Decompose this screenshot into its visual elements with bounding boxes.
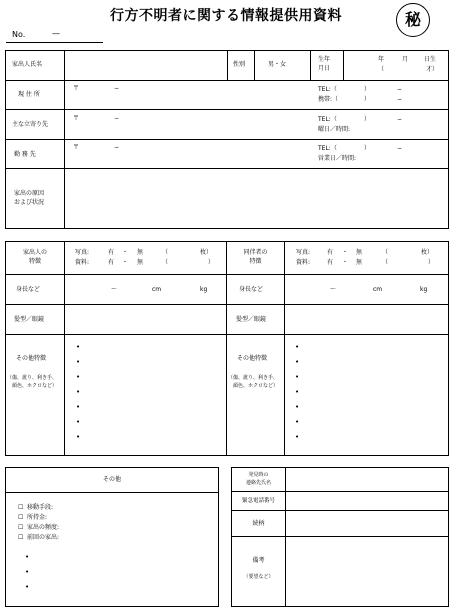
day-birth-unit: 日生	[424, 56, 437, 63]
other-features-hint-line2: 顔色、ホクロなど）	[12, 383, 58, 389]
bullet: •	[295, 388, 300, 396]
height-tilde: 〜	[111, 286, 118, 293]
bullet: •	[295, 373, 300, 381]
companion-features-label-line2: 特徴	[249, 258, 262, 265]
bullet: •	[76, 403, 81, 411]
remarks-hint: （要望など）	[243, 574, 274, 580]
col-divider	[343, 50, 344, 80]
bullet: •	[295, 418, 300, 426]
checkbox-icon[interactable]: ☐	[18, 514, 24, 521]
runaway-features-label-line2: 特徴	[28, 258, 41, 265]
bullet: •	[25, 568, 30, 576]
material-paren-close: ）	[208, 259, 215, 266]
body-label: 身長など	[239, 286, 264, 293]
postal-mark: 〒	[73, 85, 80, 92]
no-underline	[6, 42, 103, 43]
cause-label-line2: および状況	[14, 199, 45, 206]
hangout-hours-label: 曜日／時間:	[318, 126, 351, 133]
no-label: No.	[12, 30, 26, 39]
tel-label: TEL:（	[318, 145, 337, 152]
frequency-label: 家出の頻度:	[27, 524, 60, 531]
work-hours-label: 営業日／時間:	[318, 155, 357, 162]
emergency-phone-field[interactable]	[286, 492, 448, 509]
photo-yes[interactable]: 有	[327, 249, 334, 256]
weight-kg-unit: kg	[420, 286, 428, 293]
checkbox-icon[interactable]: ☐	[18, 504, 24, 511]
postal-dash: −	[114, 85, 120, 92]
material-paren-open: （	[382, 259, 389, 266]
no-value: —	[52, 29, 60, 38]
photo-label: 写真:	[75, 249, 90, 256]
tel-dash: −	[397, 145, 403, 152]
companion-features-label: 同伴者の	[243, 249, 268, 256]
bullet: •	[76, 433, 81, 441]
tel-label: TEL:（	[318, 86, 337, 93]
photo-no[interactable]: 無	[137, 249, 144, 256]
col-divider	[284, 241, 285, 456]
col-divider	[227, 50, 228, 80]
col-divider	[254, 50, 255, 80]
emergency-phone-label: 緊急電話番号	[241, 498, 275, 504]
tel-paren-close: ）	[364, 86, 371, 93]
cause-label: 家出の原因	[14, 190, 45, 197]
col-divider	[226, 241, 227, 456]
bullet: •	[295, 358, 300, 366]
tel-dash: −	[397, 116, 403, 123]
bullet: •	[76, 418, 81, 426]
confidential-seal-icon: 秘	[396, 3, 430, 37]
row-divider	[5, 139, 449, 140]
checkbox-icon[interactable]: ☐	[18, 534, 24, 541]
hair-glasses-field[interactable]	[285, 305, 448, 333]
contact-name-field[interactable]	[286, 468, 448, 490]
address-label: 現 住 所	[18, 91, 40, 98]
cause-field[interactable]	[65, 169, 448, 228]
col-divider	[310, 50, 311, 80]
relation-field[interactable]	[286, 511, 448, 535]
postal-dash: −	[114, 144, 120, 151]
other-title: その他	[102, 476, 121, 483]
year-unit: 年	[378, 56, 385, 63]
age-unit: 才）	[426, 66, 439, 73]
gender-options[interactable]: 男・女	[268, 61, 287, 68]
gender-label: 性別	[233, 61, 246, 68]
postal-mark: 〒	[73, 144, 80, 151]
material-yes[interactable]: 有	[327, 259, 334, 266]
hair-glasses-field[interactable]	[65, 305, 225, 333]
bullet: •	[76, 388, 81, 396]
mobile-paren-close: ）	[364, 96, 371, 103]
contact-name-label-line2: 連絡先氏名	[245, 480, 271, 486]
weight-kg-unit: kg	[200, 286, 208, 293]
material-yes[interactable]: 有	[108, 259, 115, 266]
material-paren-open: （	[162, 259, 169, 266]
bullet: •	[295, 433, 300, 441]
header-divider	[5, 492, 219, 493]
photo-yes[interactable]: 有	[108, 249, 115, 256]
row-divider	[5, 274, 449, 275]
postal-mark: 〒	[73, 115, 80, 122]
photo-paren-open: （	[382, 249, 389, 256]
workplace-label: 勤 務 先	[14, 151, 36, 158]
photo-sheets-unit: 枚）	[421, 249, 434, 256]
relation-label: 続柄	[252, 520, 265, 527]
hangout-label: 主な立寄り先	[12, 121, 49, 128]
material-label: 資料:	[75, 259, 90, 266]
photo-label: 写真:	[296, 249, 311, 256]
material-label: 資料:	[296, 259, 311, 266]
bullet: •	[76, 343, 81, 351]
postal-dash: −	[114, 115, 120, 122]
photo-paren-open: （	[162, 249, 169, 256]
dob-label-line2: 月日	[318, 65, 331, 72]
photo-sheets-unit: 枚）	[200, 249, 213, 256]
other-features-hint-line2: 顔色、ホクロなど）	[233, 383, 279, 389]
other-features-hint: （傷、訛り、利き手、	[228, 375, 279, 381]
photo-sep: ・	[342, 249, 349, 256]
tel-paren-close: ）	[364, 145, 371, 152]
mobile-label: 携帯:（	[318, 96, 339, 103]
checkbox-icon[interactable]: ☐	[18, 524, 24, 531]
material-no[interactable]: 無	[137, 259, 144, 266]
other-features-label: その他特徴	[16, 355, 47, 362]
material-no[interactable]: 無	[356, 259, 363, 266]
remarks-field[interactable]	[286, 537, 448, 606]
material-sep: ・	[342, 259, 349, 266]
material-paren-close: ）	[428, 259, 435, 266]
tel-dash: −	[397, 86, 403, 93]
other-features-hint: （傷、訛り、利き手、	[7, 375, 58, 381]
bullet: •	[76, 358, 81, 366]
tel-paren-close: ）	[364, 116, 371, 123]
bullet: •	[295, 403, 300, 411]
transport-label: 移動手段:	[27, 504, 54, 511]
contact-name-label: 発見時の	[248, 472, 269, 478]
hair-glasses-label: 髪型／眼鏡	[14, 316, 45, 323]
col-divider	[64, 241, 65, 456]
runaway-name-field[interactable]	[65, 51, 226, 79]
previous-runaway-label: 前回の家出:	[27, 534, 60, 541]
dob-label: 生年	[318, 56, 331, 63]
mobile-dash: −	[397, 96, 403, 103]
photo-sep: ・	[122, 249, 129, 256]
bullet: •	[295, 343, 300, 351]
runaway-features-label: 家出人の	[22, 249, 47, 256]
height-cm-unit: cm	[152, 286, 162, 293]
body-label: 身長など	[16, 286, 41, 293]
height-tilde: 〜	[330, 286, 337, 293]
row-divider	[5, 109, 449, 110]
material-sep: ・	[122, 259, 129, 266]
bullet: •	[76, 373, 81, 381]
bullet: •	[25, 553, 30, 561]
tel-label: TEL:（	[318, 116, 337, 123]
row-divider	[5, 334, 449, 335]
remarks-label: 備考	[252, 557, 265, 564]
other-features-label: その他特徴	[237, 355, 268, 362]
hair-glasses-label: 髪型／眼鏡	[236, 316, 267, 323]
month-unit: 月	[402, 56, 409, 63]
age-paren-open: （	[378, 66, 385, 73]
bullet: •	[25, 583, 30, 591]
money-label: 所持金:	[27, 514, 48, 521]
height-cm-unit: cm	[373, 286, 383, 293]
row-divider	[5, 80, 449, 81]
runaway-name-label: 家出人氏名	[12, 61, 43, 68]
form-title: 行方不明者に関する情報提供用資料	[110, 8, 342, 24]
photo-no[interactable]: 無	[356, 249, 363, 256]
